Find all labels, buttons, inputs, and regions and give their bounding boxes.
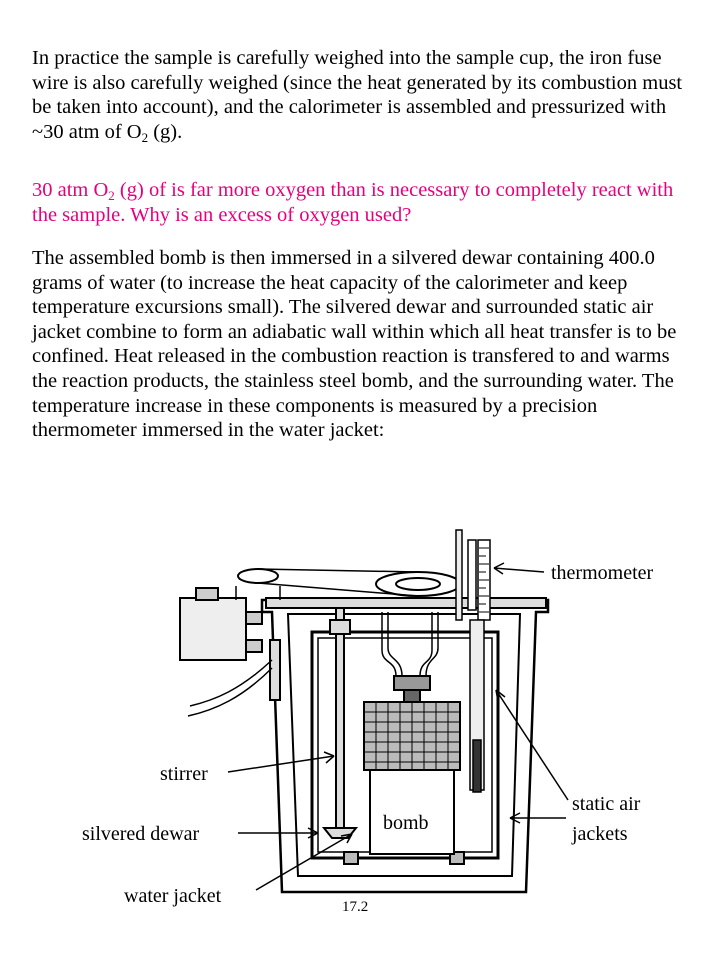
stirrer-label: stirrer — [160, 763, 208, 785]
thermometer-label: thermometer — [551, 562, 654, 584]
bomb-label: bomb — [383, 812, 429, 834]
static-air-label-line1: static air — [572, 793, 641, 815]
paragraph-procedure: In practice the sample is carefully weighed into the sample cup, the iron fuse wire is also carefully weighed (since the heat generated by its combustion must be taken into account), and the calorimeter is assembled and pressurized with ~30 atm of $O_2$ (g). — [32, 47, 683, 145]
paragraph-dewar-description: The assembled bomb is then immersed in a silvered dewar containing 400.0 grams of water (to increase the heat capacity of the calorimeter and keep temperature excursions small). The silvered dewar and surrounded static air jacket combine to form an adiabatic wall within which all heat transfer is to be confined. Heat released in the combustion reaction is transfered to and warms the reaction products, the stainless steel bomb, and the surrounding water. The temperature increase in these components is measured by a precision thermometer immersed in the water jacket: — [32, 247, 677, 442]
paragraph-question: 30 atm $O_2$ (g) of is far more oxygen than is necessary to completely react with the sample. Why is an excess of oxygen used? — [32, 179, 674, 226]
subscript-2: 2 — [141, 129, 149, 145]
page-number: 17.2 — [342, 899, 369, 915]
subscript-2: 2 — [108, 188, 115, 203]
water-jacket-label: water jacket — [124, 885, 222, 907]
static-air-label-line2: jackets — [572, 823, 628, 845]
silvered-dewar-label: silvered dewar — [82, 823, 200, 845]
